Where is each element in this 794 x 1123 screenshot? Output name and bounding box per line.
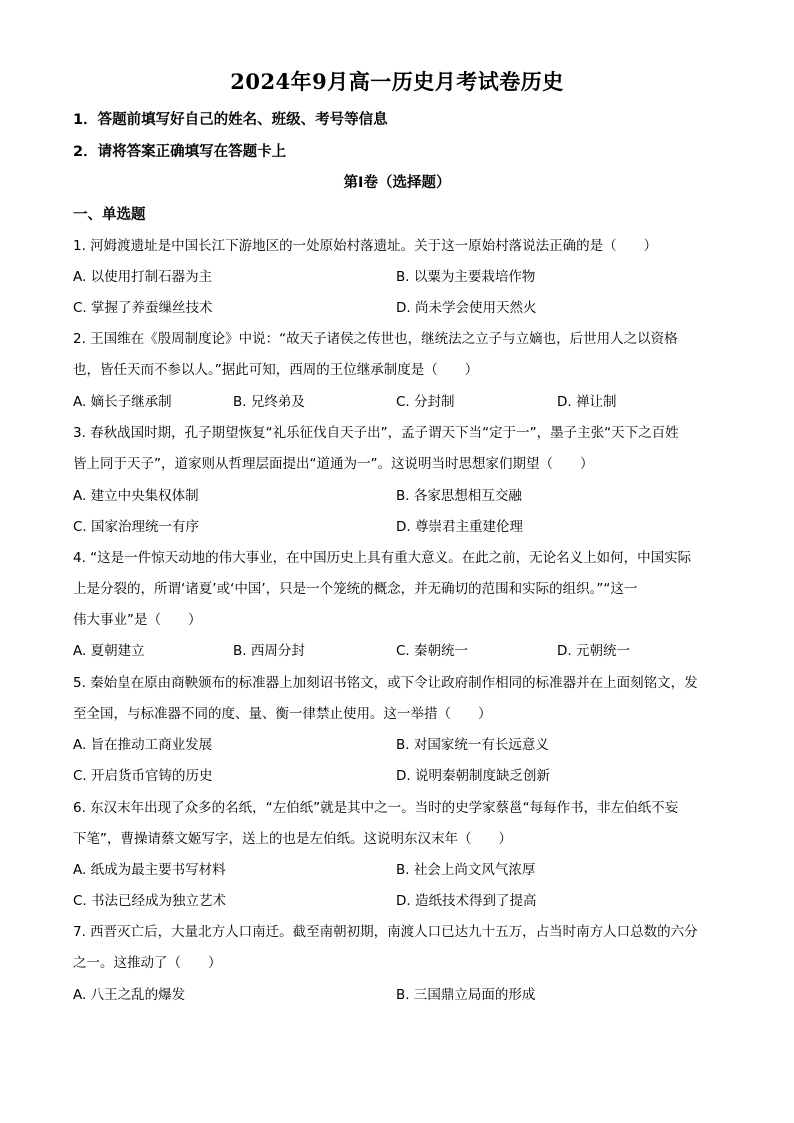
q6-option-d: D. 造纸技术得到了提高 — [396, 893, 537, 909]
q4-option-b: B. 西周分封 — [233, 643, 305, 659]
q2-option-a: A. 嫡长子继承制 — [73, 394, 172, 410]
q7-option-b: B. 三国鼎立局面的形成 — [396, 987, 536, 1003]
q5-option-c: C. 开启货币官铸的历史 — [73, 768, 213, 784]
question-3-line-2: 皆上同于天子”，道家则从哲理层面提出“道通为一”。这说明当时思想家们期望（ ） — [73, 456, 594, 472]
section-title: 第I卷（选择题） — [343, 175, 451, 191]
q2-option-d: D. 禅让制 — [557, 394, 617, 410]
q6-option-c: C. 书法已经成为独立艺术 — [73, 893, 227, 909]
page-title: 2024年9月高一历史月考试卷历史 — [230, 69, 564, 94]
question-7-line-2: 之一。这推动了（ ） — [73, 955, 222, 971]
q2-option-c: C. 分封制 — [396, 394, 455, 410]
q1-option-c: C. 掌握了养蚕缫丝技术 — [73, 300, 213, 316]
q4-option-c: C. 秦朝统一 — [396, 643, 469, 659]
q5-option-b: B. 对国家统一有长远意义 — [396, 737, 549, 753]
q1-option-b: B. 以粟为主要栽培作物 — [396, 269, 536, 285]
question-5-line-2: 至全国，与标准器不同的度、量、衡一律禁止使用。这一举措（ ） — [73, 706, 492, 722]
question-2-line-2: 也，皆任天而不参以人。”据此可知，西周的王位继承制度是（ ） — [73, 362, 479, 378]
q1-option-d: D. 尚未学会使用天然火 — [396, 300, 537, 316]
group-title: 一、单选题 — [73, 207, 146, 223]
q3-option-d: D. 尊崇君主重建伦理 — [396, 519, 523, 535]
instruction-2: 2．请将答案正确填写在答题卡上 — [73, 144, 287, 160]
q5-option-a: A. 旨在推动工商业发展 — [73, 737, 213, 753]
q4-option-d: D. 元朝统一 — [557, 643, 630, 659]
q4-option-a: A. 夏朝建立 — [73, 643, 145, 659]
question-1-line-1: 1. 河姆渡遗址是中国长江下游地区的一处原始村落遗址。关于这一原始村落说法正确的是（ ） — [73, 238, 658, 254]
question-2-line-1: 2. 王国维在《殷周制度论》中说：“故天子诸侯之传世也，继统法之立子与立嫡也，后世用人之以资格 — [73, 331, 678, 347]
question-5-line-1: 5. 秦始皇在原由商鞅颁布的标准器上加刻诏书铭文，或下令让政府制作相同的标准器并在上面刻铭文，发 — [73, 675, 698, 691]
instruction-1: 1．答题前填写好自己的姓名、班级、考号等信息 — [73, 112, 388, 128]
q5-option-d: D. 说明秦朝制度缺乏创新 — [396, 768, 550, 784]
question-7-line-1: 7. 西晋灭亡后，大量北方人口南迁。截至南朝初期，南渡人口已达九十五万，占当时南方人口总数的六分 — [73, 924, 698, 940]
question-3-line-1: 3. 春秋战国时期，孔子期望恢复“礼乐征伐自天子出”，孟子谓天下当“定于一”，墨子主张“天下之百姓 — [73, 425, 679, 441]
question-6-line-2: 下笔”，曹操请蔡文姬写字，送上的也是左伯纸。这说明东汉末年（ ） — [73, 831, 512, 847]
question-4-line-3: 伟大事业”是（ ） — [73, 612, 202, 628]
q3-option-c: C. 国家治理统一有序 — [73, 519, 200, 535]
q1-option-a: A. 以使用打制石器为主 — [73, 269, 213, 285]
q6-option-b: B. 社会上尚文风气浓厚 — [396, 862, 536, 878]
q2-option-b: B. 兄终弟及 — [233, 394, 305, 410]
q7-option-a: A. 八王之乱的爆发 — [73, 987, 186, 1003]
q3-option-b: B. 各家思想相互交融 — [396, 488, 522, 504]
q6-option-a: A. 纸成为最主要书写材料 — [73, 862, 226, 878]
q3-option-a: A. 建立中央集权体制 — [73, 488, 199, 504]
question-6-line-1: 6. 东汉末年出现了众多的名纸，“左伯纸”就是其中之一。当时的史学家蔡邕“每每作书，非左伯纸不妄 — [73, 800, 679, 816]
question-4-line-1: 4. “这是一件惊天动地的伟大事业，在中国历史上具有重大意义。在此之前，无论名义上如何，中国实际 — [73, 550, 692, 566]
question-4-line-2: 上是分裂的，所谓‘诸夏’或‘中国’，只是一个笼统的概念，并无确切的范围和实际的组织。”“这一 — [73, 581, 638, 597]
